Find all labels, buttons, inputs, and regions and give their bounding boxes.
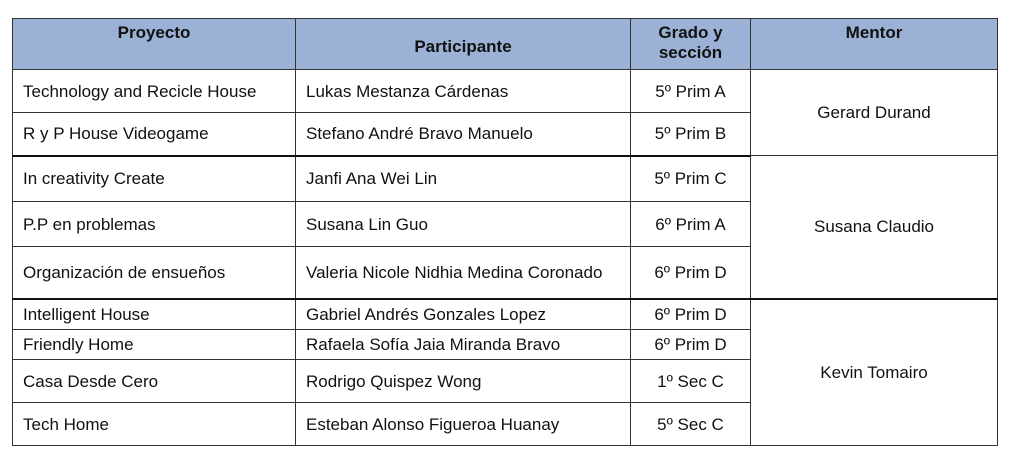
projects-table (12, 18, 998, 446)
grade-cell: 5º Sec C (631, 403, 751, 446)
header-grade (631, 19, 751, 70)
participant-cell: Rafaela Sofía Jaia Miranda Bravo (296, 330, 631, 360)
table-header-row (13, 19, 998, 70)
project-cell: Technology and Recicle House (13, 70, 296, 113)
project-cell: R y P House Videogame (13, 113, 296, 156)
grade-cell: 6º Prim D (631, 330, 751, 360)
project-cell: Intelligent House (13, 299, 296, 330)
participant-cell: Rodrigo Quispez Wong (296, 360, 631, 403)
project-cell: P.P en problemas (13, 202, 296, 247)
mentor-cell: Gerard Durand (751, 70, 998, 156)
project-cell: Casa Desde Cero (13, 360, 296, 403)
participant-cell: Susana Lin Guo (296, 202, 631, 247)
project-cell: Tech Home (13, 403, 296, 446)
participant-cell: Janfi Ana Wei Lin (296, 156, 631, 202)
projects-table-container (12, 18, 997, 446)
participant-cell: Gabriel Andrés Gonzales Lopez (296, 299, 631, 330)
grade-cell: 5º Prim C (631, 156, 751, 202)
participant-cell: Lukas Mestanza Cárdenas (296, 70, 631, 113)
participant-cell: Stefano André Bravo Manuelo (296, 113, 631, 156)
header-participant: Participante (296, 19, 631, 70)
table-row (13, 156, 998, 202)
table-row (13, 299, 998, 330)
table-row (13, 70, 998, 113)
header-mentor: Mentor (751, 19, 998, 70)
project-cell: Organización de ensueños (13, 247, 296, 299)
header-grade-line2: sección (658, 43, 723, 62)
mentor-cell: Kevin Tomairo (751, 299, 998, 446)
header-grade-line1: Grado y (658, 23, 723, 42)
participant-cell: Valeria Nicole Nidhia Medina Coronado (296, 247, 631, 299)
grade-cell: 5º Prim B (631, 113, 751, 156)
grade-cell: 1º Sec C (631, 360, 751, 403)
participant-cell: Esteban Alonso Figueroa Huanay (296, 403, 631, 446)
grade-cell: 6º Prim D (631, 299, 751, 330)
grade-cell: 6º Prim A (631, 202, 751, 247)
project-cell: Friendly Home (13, 330, 296, 360)
header-project: Proyecto (13, 19, 296, 70)
grade-cell: 5º Prim A (631, 70, 751, 113)
project-cell: In creativity Create (13, 156, 296, 202)
grade-cell: 6º Prim D (631, 247, 751, 299)
mentor-cell: Susana Claudio (751, 156, 998, 299)
